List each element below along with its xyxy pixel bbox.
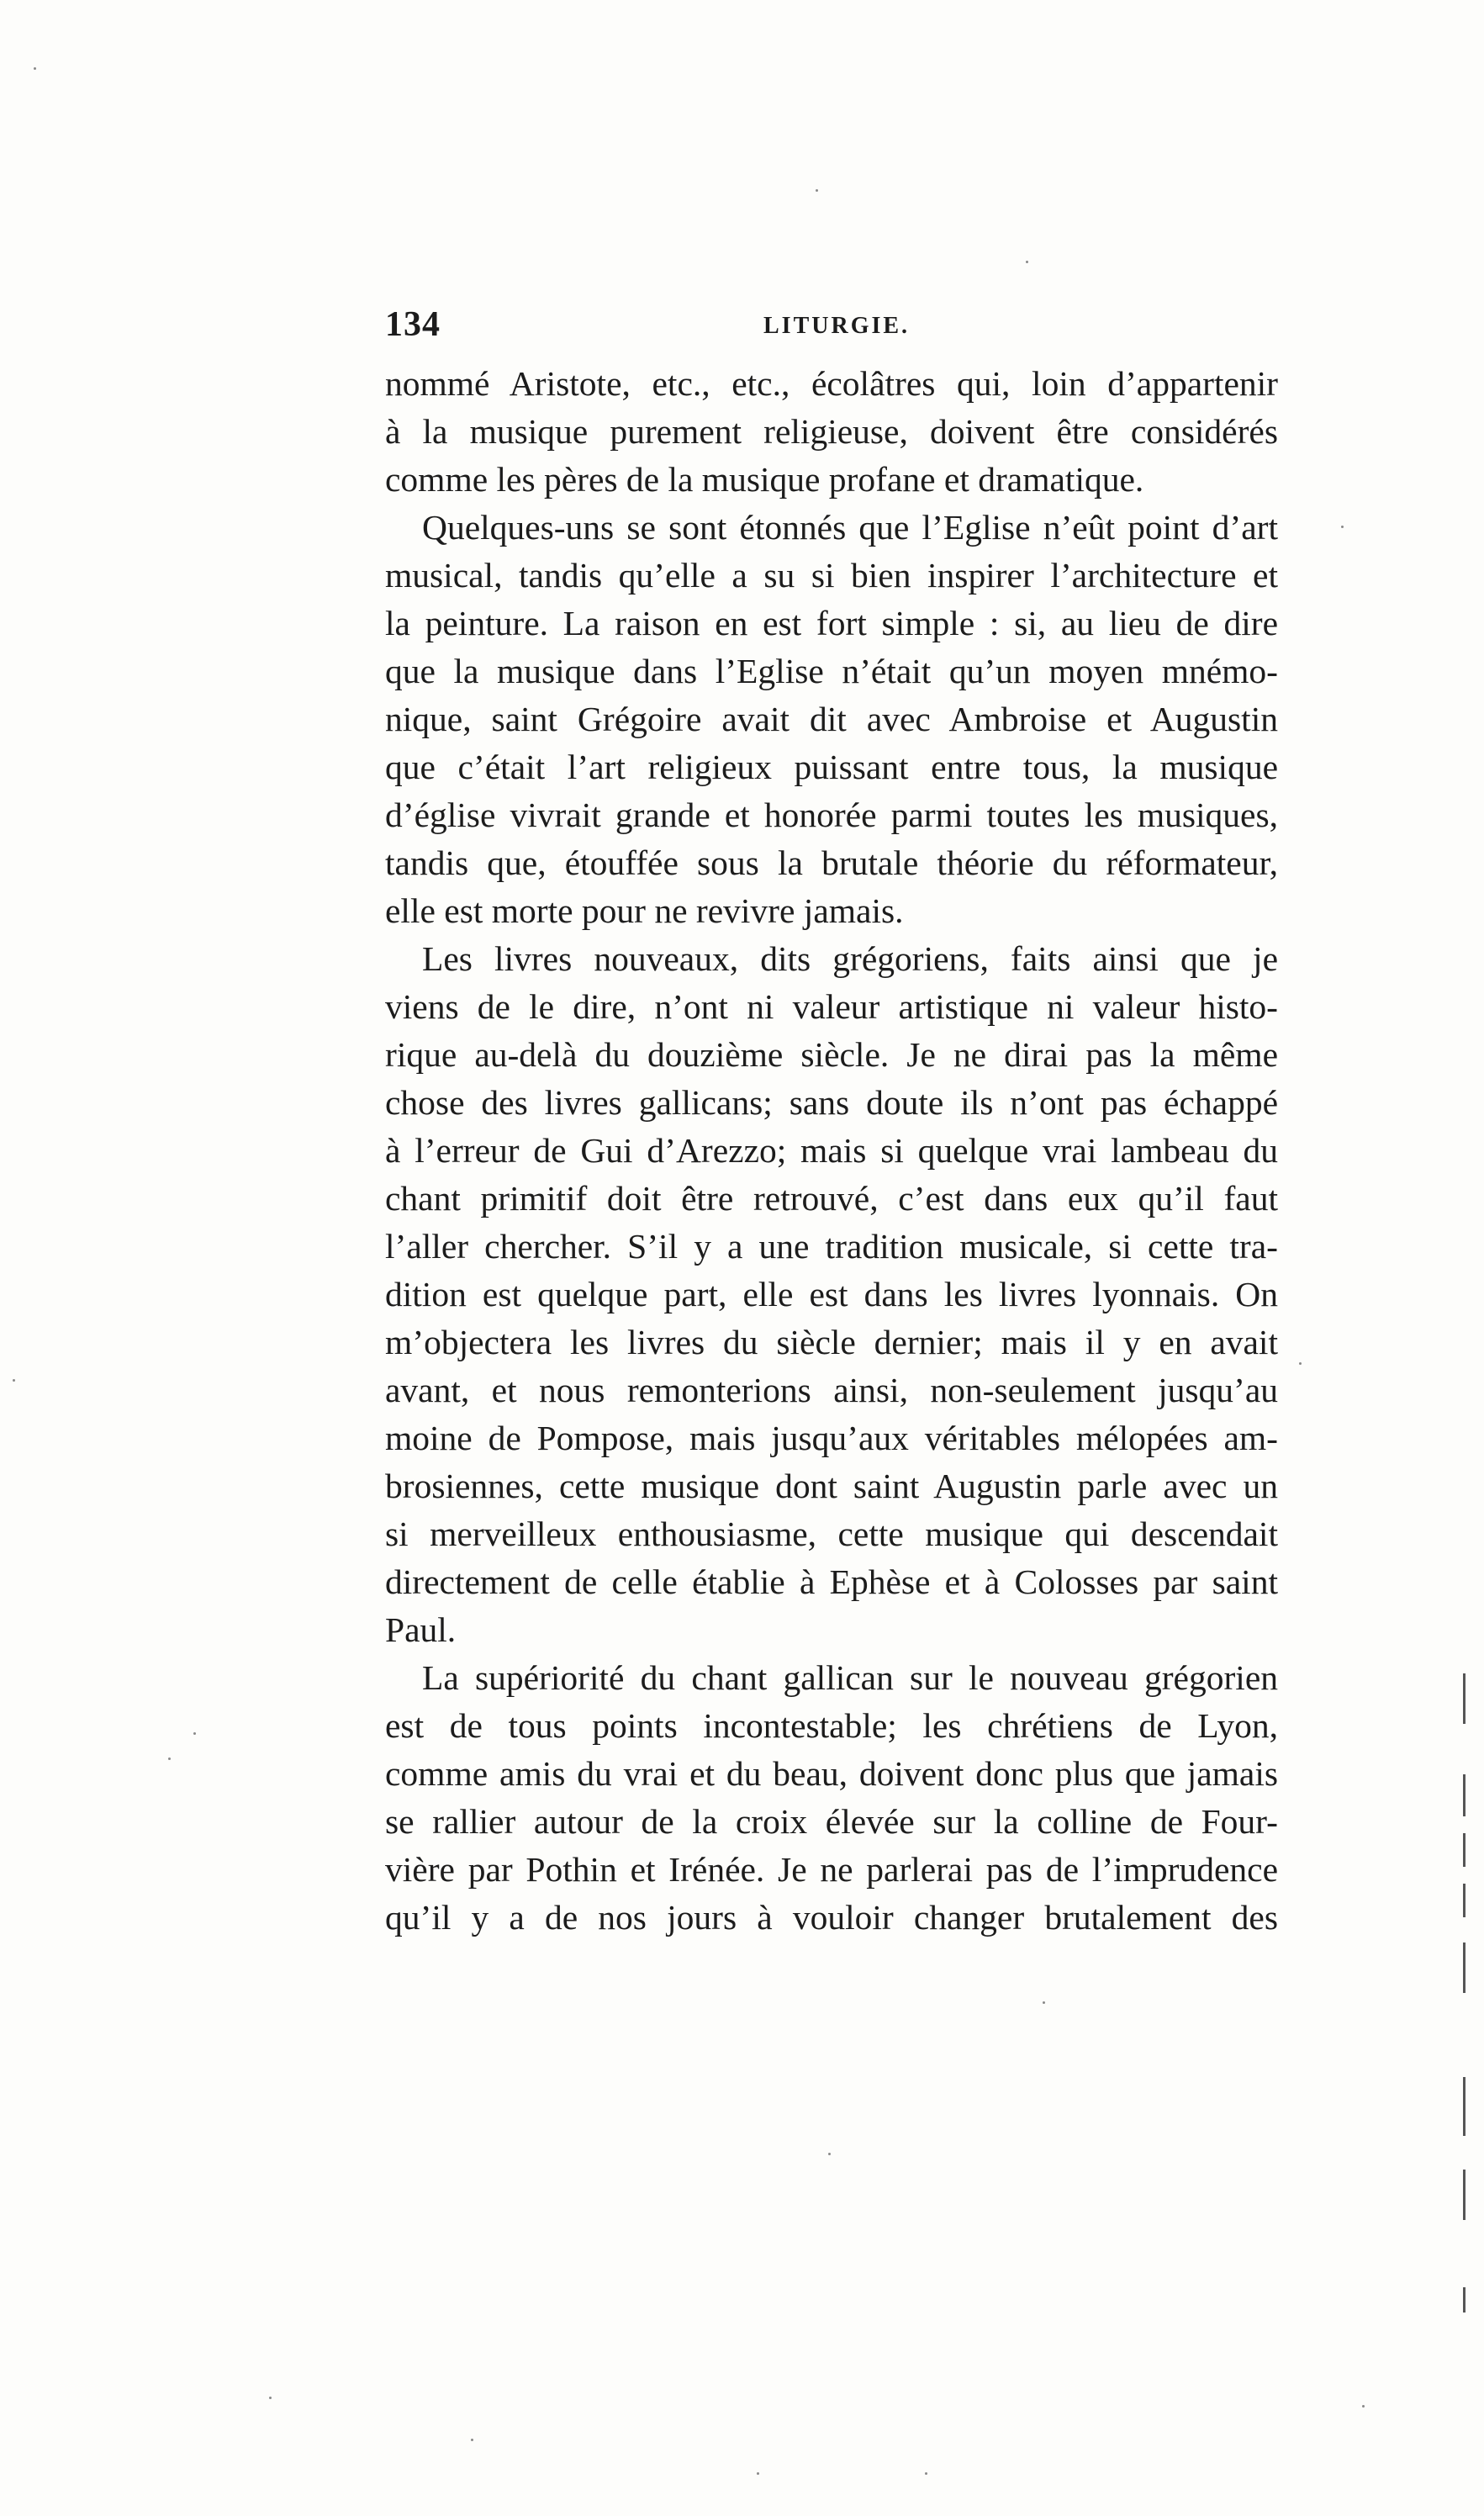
text-line: brosiennes, cette musique dont saint Augustin parle avec un: [385, 1467, 1278, 1505]
scan-mark: [1463, 1884, 1466, 1917]
text-line: comme les pères de la musique profane et dramatique.: [385, 460, 1144, 499]
body-text: [385, 360, 1278, 1942]
scan-speck: [1043, 2001, 1045, 2004]
text-line: si merveilleux enthousiasme, cette musique qui descendait: [385, 1514, 1278, 1553]
scan-speck: [168, 1758, 171, 1760]
scan-mark: [1463, 1942, 1466, 1993]
text-line: avant, et nous remonterions ainsi, non-seulement jusqu’au: [385, 1371, 1278, 1409]
text-line: tandis que, étouffée sous la brutale théorie du réformateur,: [385, 843, 1278, 882]
text-line: dition est quelque part, elle est dans les livres lyonnais. On: [385, 1275, 1278, 1314]
running-title: LITURGIE.: [763, 313, 911, 339]
scan-mark: [1463, 1774, 1466, 1816]
scan-mark: [1463, 1833, 1466, 1867]
scan-speck: [471, 2439, 473, 2441]
scan-speck: [13, 1379, 15, 1382]
text-line: comme amis du vrai et du beau, doivent donc plus que jamais: [385, 1754, 1278, 1793]
text-line: La supériorité du chant gallican sur le nouveau grégorien: [422, 1658, 1278, 1697]
text-line: Quelques-uns se sont étonnés que l’Eglise n’eût point d’art: [422, 508, 1278, 547]
scan-speck: [816, 189, 818, 192]
scan-speck: [269, 2397, 272, 2399]
text-line: à la musique purement religieuse, doivent être considérés: [385, 412, 1278, 451]
text-line: la peinture. La raison en est fort simple : si, au lieu de dire: [385, 604, 1278, 642]
text-line: m’objectera les livres du siècle dernier; mais il y en avait: [385, 1323, 1278, 1361]
scan-mark: [1463, 1673, 1466, 1724]
scan-speck: [1299, 1362, 1302, 1365]
text-line: directement de celle établie à Ephèse et à Colosses par saint: [385, 1562, 1278, 1601]
text-line: chose des livres gallicans; sans doute ils n’ont pas échappé: [385, 1083, 1278, 1122]
scan-speck: [193, 1732, 196, 1735]
scan-speck: [828, 2153, 831, 2155]
scan-speck: [34, 67, 36, 70]
text-line: que la musique dans l’Eglise n’était qu’un moyen mnémo-: [385, 652, 1278, 690]
text-line: musical, tandis qu’elle a su si bien inspirer l’architecture et: [385, 556, 1278, 595]
text-line: Paul.: [385, 1610, 457, 1649]
text-line: se rallier autour de la croix élevée sur la colline de Four-: [385, 1802, 1278, 1841]
text-line: nommé Aristote, etc., etc., écolâtres qui, loin d’appartenir: [385, 364, 1278, 403]
text-line: vière par Pothin et Irénée. Je ne parlerai pas de l’imprudence: [385, 1850, 1278, 1889]
scan-speck: [1026, 261, 1028, 263]
text-line: chant primitif doit être retrouvé, c’est dans eux qu’il faut: [385, 1179, 1278, 1218]
text-line: Les livres nouveaux, dits grégoriens, faits ainsi que je: [422, 939, 1278, 978]
scan-speck: [1341, 526, 1344, 528]
scan-mark: [1463, 2287, 1466, 2312]
scan-speck: [757, 2472, 759, 2475]
text-line: viens de le dire, n’ont ni valeur artistique ni valeur histo-: [385, 987, 1278, 1026]
scan-speck: [925, 2472, 927, 2475]
text-line: nique, saint Grégoire avait dit avec Ambroise et Augustin: [385, 700, 1278, 738]
text-line: qu’il y a de nos jours à vouloir changer brutalement des: [385, 1898, 1278, 1937]
running-head: [385, 304, 1276, 355]
scan-mark: [1463, 2170, 1466, 2220]
scan-speck: [1362, 2405, 1365, 2408]
scan-mark: [1463, 2077, 1466, 2136]
text-line: à l’erreur de Gui d’Arezzo; mais si quelque vrai lambeau du: [385, 1131, 1278, 1170]
text-line: l’aller chercher. S’il y a une tradition musicale, si cette tra-: [385, 1227, 1278, 1266]
text-line: moine de Pompose, mais jusqu’aux véritables mélopées am-: [385, 1419, 1278, 1457]
text-line: est de tous points incontestable; les chrétiens de Lyon,: [385, 1706, 1278, 1745]
text-line: elle est morte pour ne revivre jamais.: [385, 891, 904, 930]
text-line: que c’était l’art religieux puissant entre tous, la musique: [385, 748, 1278, 786]
text-line: rique au-delà du douzième siècle. Je ne dirai pas la même: [385, 1035, 1278, 1074]
page-number: 134: [385, 305, 441, 344]
text-line: d’église vivrait grande et honorée parmi toutes les musiques,: [385, 796, 1278, 834]
